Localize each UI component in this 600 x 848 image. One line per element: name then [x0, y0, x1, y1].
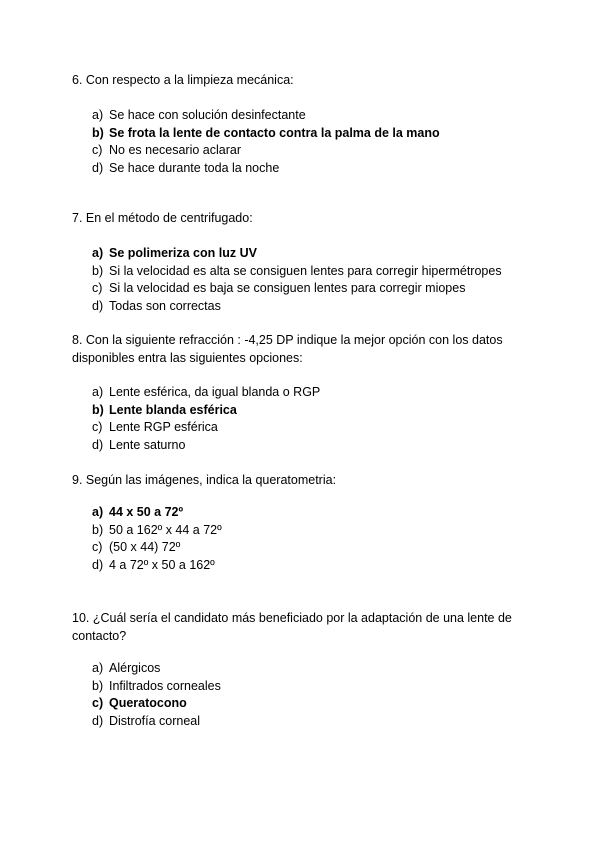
question-6: [72, 71, 532, 175]
option-d: d) Lente saturno: [92, 437, 186, 452]
option-a: a) Lente esférica, da igual blanda o RGP: [92, 385, 321, 399]
question-text: 7. En el método de centrifugado:: [72, 211, 253, 225]
question-text: 8. Con la siguiente refracción : -4,25 DP indique la mejor opción con los datos disponibles entra las siguientes opciones:: [72, 333, 503, 365]
question-7: [72, 209, 532, 313]
option-a: a) Se polimeriza con luz UV: [92, 246, 257, 260]
option-d: d) 4 a 72º x 50 a 162º: [92, 557, 215, 572]
option-d: d) Todas son correctas: [92, 298, 221, 313]
options-list: [92, 107, 440, 177]
options-list: [92, 504, 222, 574]
question-text: 6. Con respecto a la limpieza mecánica:: [72, 73, 294, 87]
options-list: [92, 384, 320, 454]
option-a: a) Alérgicos: [92, 661, 161, 675]
question-text: 9. Según las imágenes, indica la queratometria:: [72, 473, 337, 487]
option-c: c) Lente RGP esférica: [92, 420, 218, 434]
option-a: a) 44 x 50 a 72º: [92, 505, 184, 519]
options-list: [92, 245, 502, 315]
option-d: d) Se hace durante toda la noche: [92, 160, 280, 175]
option-b: b) Si la velocidad es alta se consiguen lentes para corregir hipermétropes: [92, 263, 502, 278]
option-b: b) Se frota la lente de contacto contra la palma de la mano: [92, 125, 440, 140]
option-b: b) 50 a 162º x 44 a 72º: [92, 522, 222, 537]
option-b: b) Infiltrados corneales: [92, 678, 221, 693]
option-b: b) Lente blanda esférica: [92, 402, 237, 417]
option-d: d) Distrofía corneal: [92, 713, 201, 728]
question-text: 10. ¿Cuál sería el candidato más beneficiado por la adaptación de una lente de contacto?: [72, 611, 512, 643]
option-c: c) Queratocono: [92, 696, 187, 710]
option-a: a) Se hace con solución desinfectante: [92, 108, 306, 122]
question-9: [72, 471, 532, 572]
question-8: [72, 331, 532, 452]
option-c: c) Si la velocidad es baja se consiguen lentes para corregir miopes: [92, 281, 466, 295]
option-c: c) (50 x 44) 72º: [92, 540, 181, 554]
question-10: [72, 609, 532, 728]
options-list: [92, 660, 221, 730]
option-c: c) No es necesario aclarar: [92, 143, 242, 157]
